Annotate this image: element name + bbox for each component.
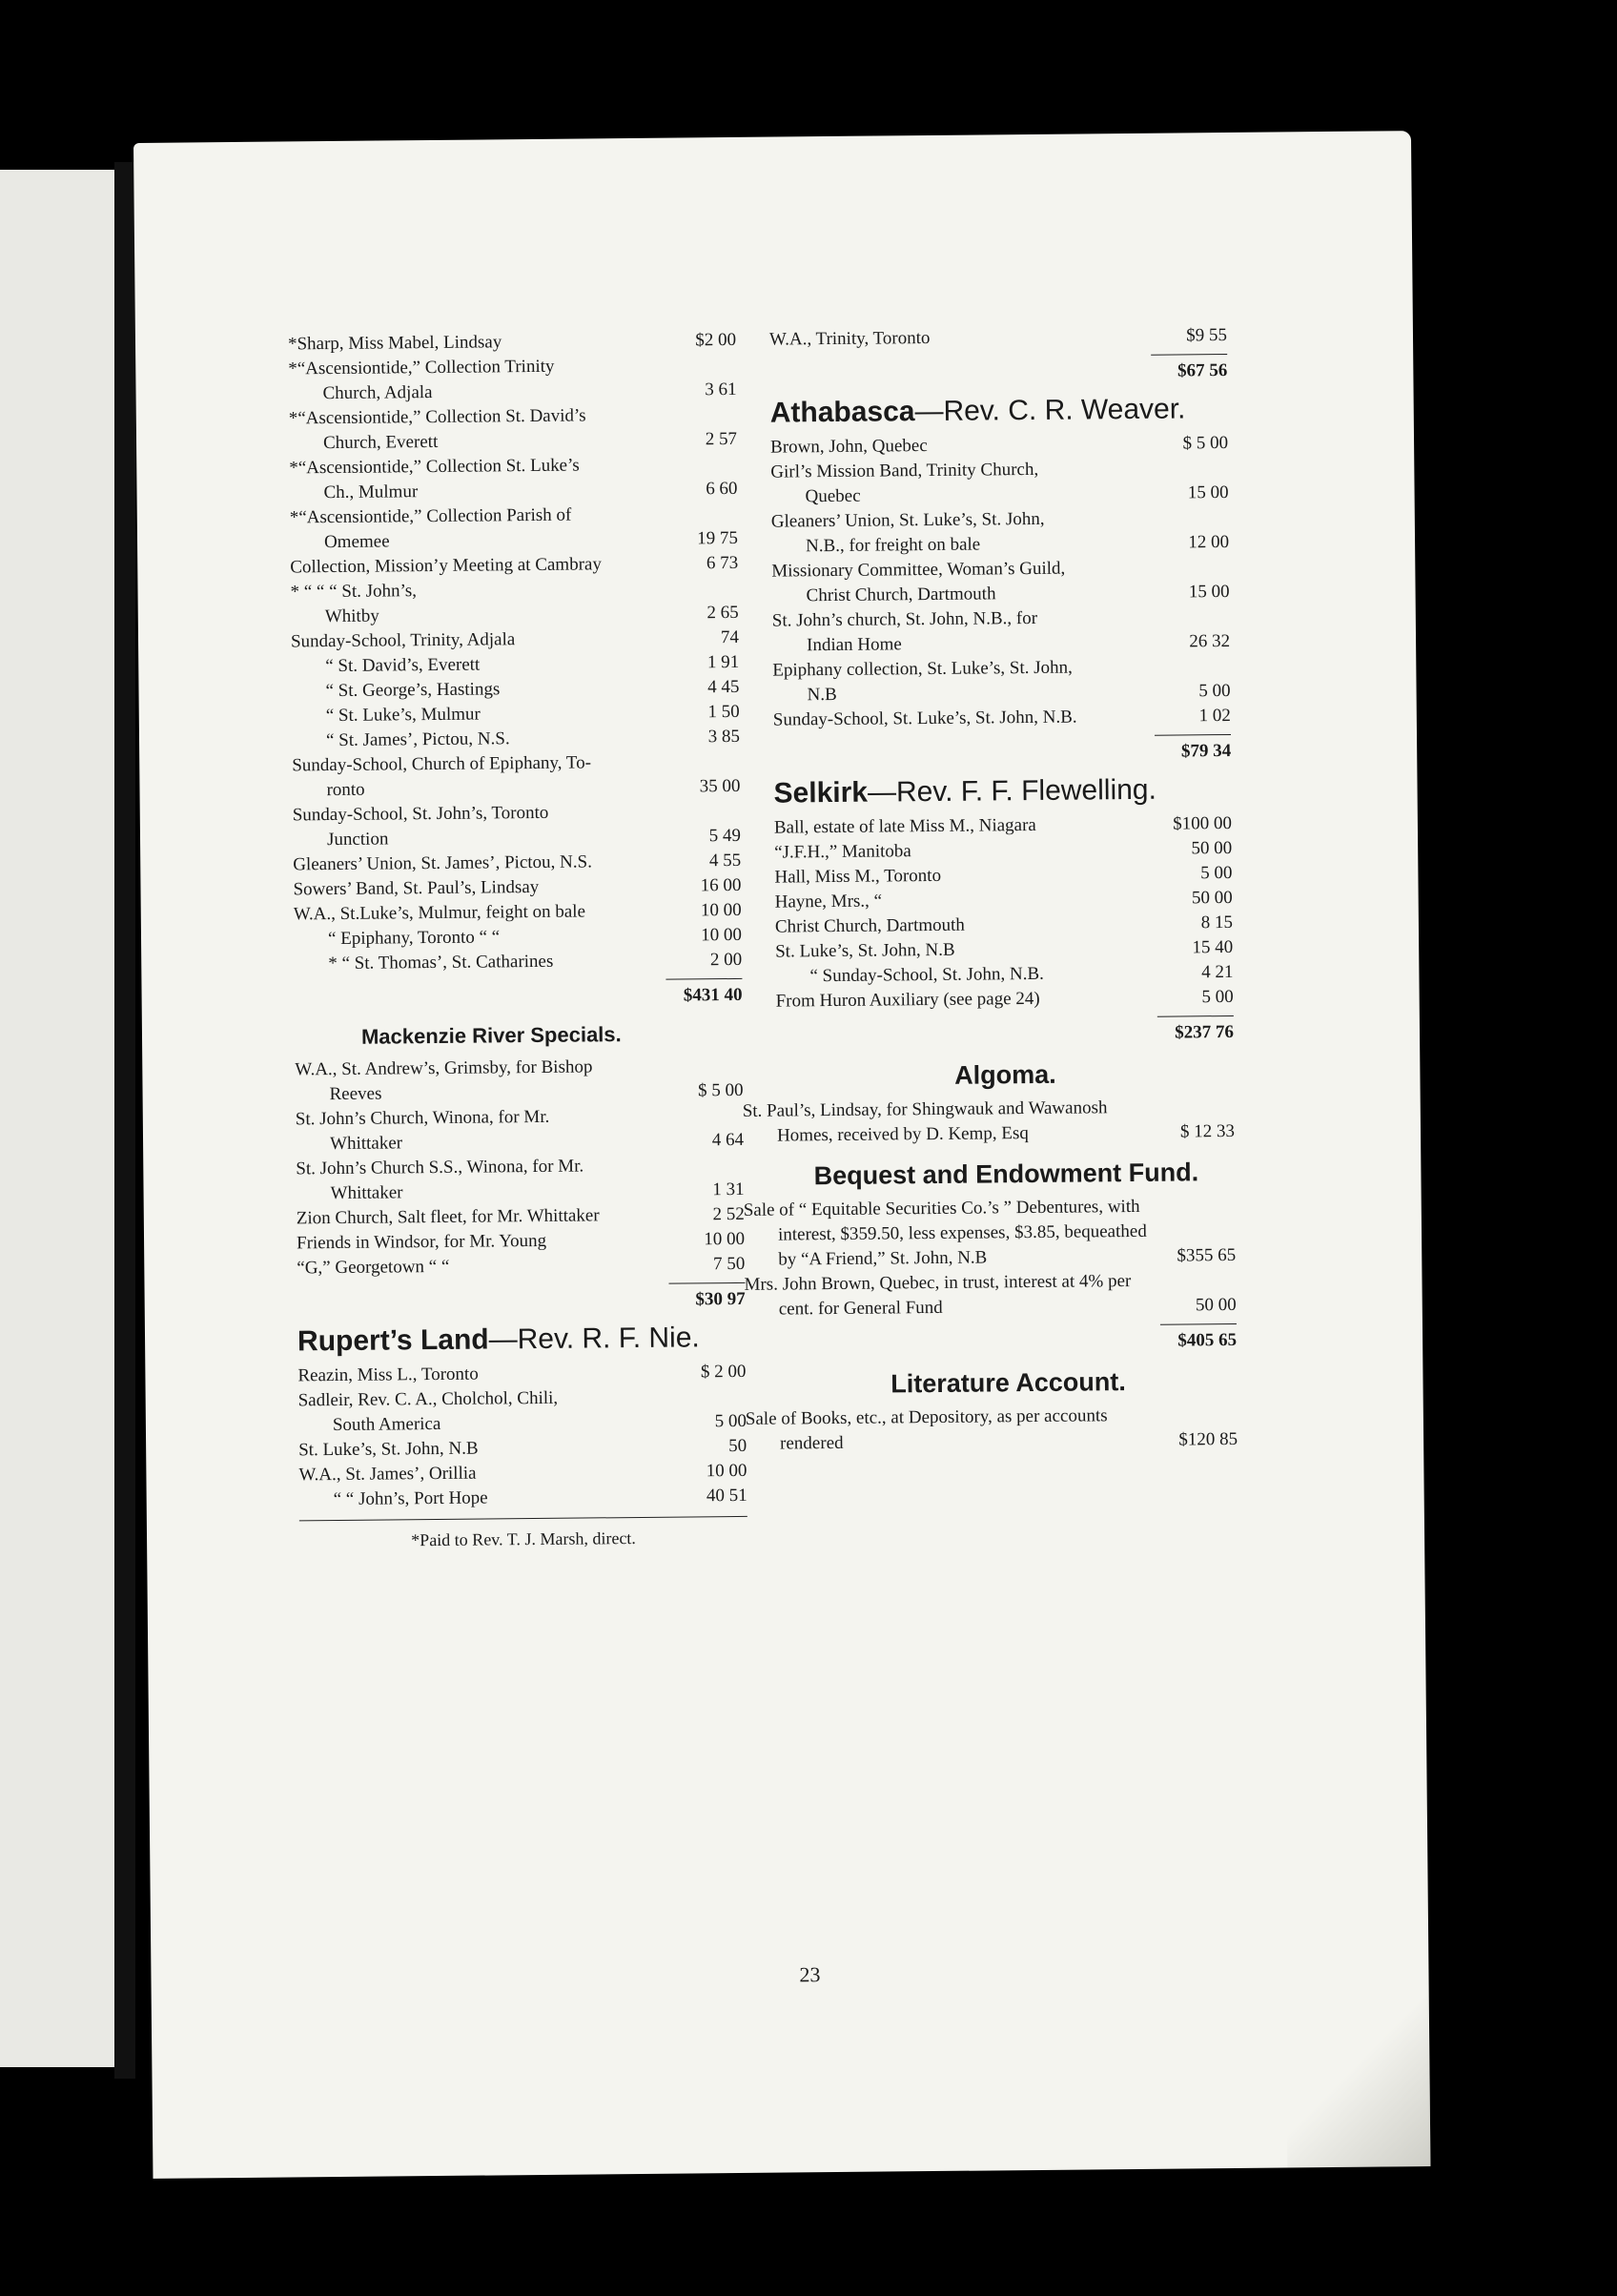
entry-amount: 74 <box>720 626 740 648</box>
ledger-entry <box>743 1194 1237 1273</box>
ledger-entry <box>288 378 736 407</box>
entry-text: “ St. Luke’s, Mulmur <box>325 704 481 727</box>
right-column <box>742 323 1238 1457</box>
entry-amount: 10 00 <box>701 924 743 946</box>
algoma-heading: Algoma. <box>954 1059 1056 1090</box>
selkirk-heading-rest: —Rev. F. F. Flewelling. <box>867 773 1156 809</box>
ledger-entry <box>745 1403 1238 1457</box>
entry-amount: 10 00 <box>706 1460 747 1482</box>
entry-text: Quebec <box>805 485 861 507</box>
entry-amount: 50 <box>728 1435 747 1457</box>
mackenzie-total: $30 97 <box>695 1288 746 1310</box>
entry-amount: 5 00 <box>714 1410 747 1432</box>
entry-text: “ Epiphany, Toronto “ “ <box>327 927 501 950</box>
entry-text: Hall, Miss M., Toronto <box>774 865 942 888</box>
bequest-heading: Bequest and Endowment Fund. <box>813 1158 1199 1191</box>
entry-amount: $355 65 <box>1177 1244 1237 1266</box>
ruperts-entries <box>297 1360 747 1513</box>
entry-text: Reazin, Miss L., Toronto <box>297 1363 479 1386</box>
entry-text: St. John’s church, St. John, N.B., for <box>771 607 1038 631</box>
entry-text: Hayne, Mrs., “ <box>774 891 883 912</box>
ruperts-heading-bold: Rupert’s Land <box>297 1323 489 1358</box>
entry-amount: 19 75 <box>697 527 739 549</box>
entry-amount: 5 49 <box>708 825 742 847</box>
bequest-total: $405 65 <box>1177 1329 1238 1351</box>
entry-text: “ St. James’, Pictou, N.S. <box>325 728 510 751</box>
entry-text: *“Ascensiontide,” Collection Trinity <box>288 356 555 379</box>
entry-text: W.A., St. James’, Orillia <box>298 1463 477 1486</box>
ledger-entry <box>771 530 1229 560</box>
entry-amount: 4 45 <box>707 676 740 698</box>
entry-amount: $ 5 00 <box>697 1079 744 1101</box>
entry-text: Ball, estate of late Miss M., Niagara <box>773 814 1036 838</box>
entry-text: “ “ John’s, Port Hope <box>333 1487 488 1510</box>
entry-amount: 26 32 <box>1189 630 1231 652</box>
entry-amount: 4 64 <box>711 1129 745 1151</box>
ledger-entry <box>299 1484 747 1513</box>
entry-text: Ch., Mulmur <box>323 482 419 503</box>
entry-text: St. John’s Church, Winona, for Mr. <box>295 1106 550 1130</box>
entry-text: Reeves <box>329 1083 382 1105</box>
entry-amount: 2 65 <box>706 602 739 624</box>
entry-amount: 15 00 <box>1188 581 1230 603</box>
ledger-entry <box>292 725 740 754</box>
entry-text: Zion Church, Salt fleet, for Mr. Whittaker <box>296 1205 600 1229</box>
total-row <box>776 1020 1234 1050</box>
entry-text: Sunday-School, Trinity, Adjala <box>290 629 516 652</box>
left-entries <box>288 328 742 976</box>
entry-amount: 2 57 <box>705 428 738 450</box>
entry-amount: 7 50 <box>712 1253 746 1275</box>
ledger-entry <box>770 431 1228 461</box>
entry-text: Christ Church, Dartmouth <box>806 584 996 606</box>
page-number: 23 <box>799 1962 821 1987</box>
entry-amount: 3 85 <box>707 726 741 748</box>
entry-amount: 15 40 <box>1192 936 1234 958</box>
entry-text: Sowers’ Band, St. Paul’s, Lindsay <box>293 876 540 900</box>
footnote: *Paid to Rev. T. J. Marsh, direct. <box>299 1516 747 1554</box>
ledger-entry <box>290 551 738 581</box>
entry-text: Epiphany collection, St. Luke’s, St. John, <box>772 657 1073 681</box>
ruperts-heading-rest: —Rev. R. F. Nie. <box>488 1322 700 1356</box>
ledger-entry <box>292 774 740 804</box>
entry-text: * “ “ “ St. John’s, <box>290 581 418 603</box>
entry-amount: 6 60 <box>706 478 738 500</box>
entry-amount: $ 12 33 <box>1179 1120 1236 1142</box>
entry-text: St. Paul’s, Lindsay, for Shingwauk and Wawanosh Homes, received by D. Kemp, Esq <box>742 1097 1108 1146</box>
entry-amount: 4 55 <box>708 850 742 871</box>
selkirk-total: $237 76 <box>1175 1021 1235 1043</box>
ledger-entry <box>289 427 737 457</box>
entry-text: *“Ascensiontide,” Collection St. Luke’s <box>289 455 580 479</box>
entry-text: “G,” Georgetown “ “ <box>297 1256 450 1279</box>
entry-amount: $ 5 00 <box>1182 432 1229 454</box>
mackenzie-heading: Mackenzie River Specials. <box>360 1022 622 1049</box>
entry-text: Mrs. John Brown, Quebec, in trust, interest at 4% per cent. for General Fund <box>744 1271 1132 1320</box>
entry-text: Gleaners’ Union, St. Luke’s, St. John, <box>770 508 1045 532</box>
entry-amount: 10 00 <box>704 1228 746 1250</box>
entry-text: “ St. George’s, Hastings <box>325 679 501 702</box>
selkirk-entries <box>774 811 1234 1015</box>
ledger-entry <box>773 704 1231 733</box>
total-rule <box>1155 734 1231 736</box>
entry-amount: 40 51 <box>706 1485 747 1507</box>
ledger-entry <box>770 481 1228 510</box>
page-corner-shadow <box>1285 1957 1430 2167</box>
entry-text: Indian Home <box>806 634 902 656</box>
top-total: $67 56 <box>1177 359 1228 381</box>
book-gutter <box>114 162 135 2079</box>
entry-amount: 10 00 <box>700 899 742 921</box>
entry-text: * “ St. Thomas’, St. Catharines <box>328 951 554 974</box>
entry-text: Omemee <box>323 531 390 553</box>
literature-heading: Literature Account. <box>890 1367 1126 1399</box>
entry-text: Church, Everett <box>322 431 439 454</box>
ledger-entry <box>776 985 1234 1015</box>
ledger-entry <box>288 328 736 358</box>
athabasca-heading-rest: —Rev. C. R. Weaver. <box>914 393 1186 428</box>
entry-amount: $2 00 <box>695 329 737 351</box>
entry-amount: 4 21 <box>1201 961 1234 983</box>
entry-amount: $120 85 <box>1178 1428 1238 1450</box>
athabasca-heading <box>769 393 1228 429</box>
entry-text: Sadleir, Rev. C. A., Cholchol, Chili, <box>297 1387 559 1411</box>
athabasca-heading-bold: Athabasca <box>769 396 915 429</box>
entry-text: South America <box>332 1413 441 1436</box>
total-row <box>769 359 1227 388</box>
entry-amount: $9 55 <box>1186 324 1228 346</box>
entry-text: Brown, John, Quebec <box>769 436 928 458</box>
entry-text: W.A., St. Andrew’s, Grimsby, for Bishop <box>295 1056 593 1080</box>
entry-text: “J.F.H.,” Manitoba <box>774 841 911 863</box>
athabasca-total: $79 34 <box>1180 740 1232 762</box>
entry-text: Whittaker <box>329 1133 403 1155</box>
entry-text: Missionary Committee, Woman’s Guild, <box>771 558 1066 582</box>
ledger-entry <box>772 629 1230 659</box>
ruperts-heading <box>297 1322 746 1358</box>
ledger-entry <box>295 1078 743 1108</box>
entry-text: Friends in Windsor, for Mr. Young <box>296 1230 547 1254</box>
ledger-entry <box>769 323 1227 353</box>
ledger-entry <box>771 580 1229 609</box>
entry-amount: 15 00 <box>1187 482 1229 503</box>
entry-text: *“Ascensiontide,” Collection St. David’s <box>288 405 586 429</box>
total-rule <box>669 1282 746 1284</box>
entry-amount: 1 31 <box>712 1179 745 1200</box>
ledger-entry <box>296 1128 744 1158</box>
entry-text: St. Luke’s, St. John, N.B <box>775 939 955 962</box>
entry-text: “ Sunday-School, St. John, N.B. <box>809 963 1044 987</box>
athabasca-entries <box>770 431 1231 733</box>
entry-amount: 1 02 <box>1198 705 1231 727</box>
entry-amount: 1 91 <box>706 651 740 673</box>
entry-text: Church, Adjala <box>322 382 433 404</box>
entry-text: Sale of “ Equitable Securities Co.’s ” Debentures, with interest, $359.50, less expenses, $3.85, bequeathed by “A Friend,” St. John, N.B <box>743 1196 1147 1270</box>
entry-amount: 35 00 <box>699 775 741 797</box>
total-rule <box>1151 354 1227 356</box>
mackenzie-entries <box>295 1054 745 1281</box>
selkirk-heading <box>773 773 1231 810</box>
entry-amount: 12 00 <box>1188 531 1230 553</box>
entry-text: ronto <box>326 779 365 801</box>
total-row <box>773 739 1231 769</box>
left-column <box>288 328 747 1553</box>
facing-page-edge <box>0 170 114 2067</box>
entry-text: W.A., Trinity, Toronto <box>768 327 931 350</box>
entry-amount: 5 00 <box>1201 986 1234 1008</box>
entry-text: Sunday-School, Church of Epiphany, To- <box>292 752 592 776</box>
entry-amount: 3 61 <box>705 379 737 400</box>
entry-text: Whitby <box>324 605 379 627</box>
ledger-page <box>133 131 1430 2179</box>
entry-text: Junction <box>326 829 389 851</box>
ledger-entry <box>297 1252 745 1281</box>
total-row <box>295 983 743 1013</box>
ledger-entry <box>742 1095 1236 1149</box>
left-total: $431 40 <box>683 984 743 1006</box>
ledger-entry <box>294 948 742 977</box>
entry-amount: 2 00 <box>709 949 743 971</box>
ledger-entry <box>297 1360 746 1389</box>
ledger-entry <box>289 477 737 506</box>
entry-amount: 5 00 <box>1198 680 1231 702</box>
total-row <box>779 1328 1237 1358</box>
entry-amount: 2 52 <box>712 1203 745 1225</box>
entry-text: Whittaker <box>330 1182 403 1204</box>
entry-text: Gleaners’ Union, St. James’, Pictou, N.S. <box>293 851 593 875</box>
ledger-entry <box>744 1268 1237 1322</box>
entry-amount: $ 2 00 <box>700 1361 747 1383</box>
entry-text: *Sharp, Miss Mabel, Lindsay <box>287 332 502 355</box>
total-rule <box>665 978 742 980</box>
entry-amount: 50 00 <box>1191 837 1233 859</box>
total-row <box>297 1287 746 1317</box>
entry-text: From Huron Auxiliary (see page 24) <box>775 988 1040 1012</box>
entry-text: Girl’s Mission Band, Trinity Church, <box>770 459 1039 482</box>
total-rule <box>1160 1323 1237 1325</box>
entry-text: “ St. David’s, Everett <box>325 654 481 677</box>
entry-amount: 1 50 <box>707 701 740 723</box>
entry-text: Sale of Books, etc., at Depository, as per accounts rendered <box>745 1405 1108 1454</box>
entry-text: Collection, Mission’y Meeting at Cambray <box>290 554 603 578</box>
entry-amount: 6 73 <box>706 552 739 574</box>
entry-amount: 5 00 <box>1200 862 1233 884</box>
selkirk-heading-bold: Selkirk <box>773 776 869 810</box>
total-rule <box>1157 1015 1234 1017</box>
entry-text: Sunday-School, St. John’s, Toronto <box>292 802 549 826</box>
entry-amount: 8 15 <box>1200 912 1234 933</box>
entry-text: *“Ascensiontide,” Collection Parish of <box>289 504 572 528</box>
entry-amount: $100 00 <box>1173 812 1233 834</box>
entry-amount: 50 00 <box>1195 1294 1237 1316</box>
entry-text: St. Luke’s, St. John, N.B <box>298 1438 479 1461</box>
entry-text: Sunday-School, St. Luke’s, St. John, N.B. <box>772 707 1077 730</box>
entry-text: N.B <box>807 684 837 706</box>
entry-text: Christ Church, Dartmouth <box>774 914 965 937</box>
entry-text: N.B., for freight on bale <box>805 534 981 557</box>
entry-amount: 16 00 <box>700 874 742 896</box>
entry-text: W.A., St.Luke’s, Mulmur, feight on bale <box>293 901 586 925</box>
entry-amount: 50 00 <box>1191 887 1233 909</box>
entry-text: St. John’s Church S.S., Winona, for Mr. <box>296 1156 584 1179</box>
